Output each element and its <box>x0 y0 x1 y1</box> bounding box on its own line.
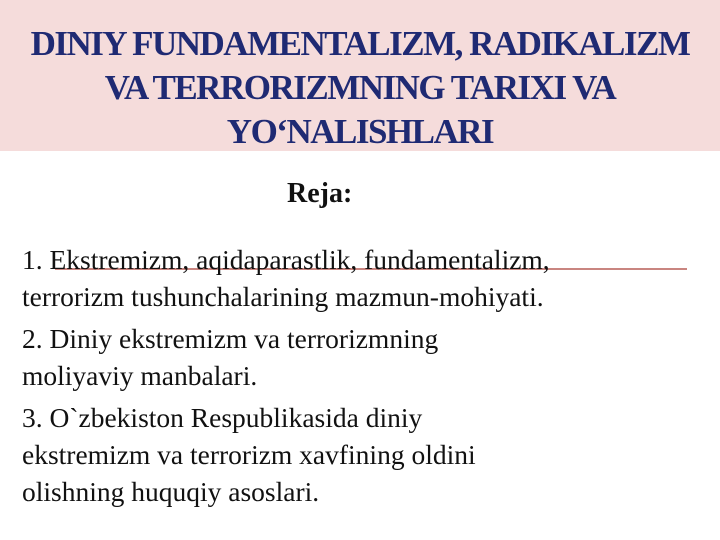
plan-item-2-line-2: moliyaviy manbalari. <box>22 360 258 391</box>
slide-title-line-3: YO‘NALISHLARI <box>226 112 494 151</box>
plan-item-1-line-2: terrorizm tushunchalarining mazmun-mohiyati. <box>22 281 544 312</box>
plan-item-3-line-1: 3. O`zbekiston Respublikasida diniy <box>22 402 423 433</box>
plan-item-3 <box>22 399 712 510</box>
slide-title-line-2: VA TERRORIZMNING TARIXI VA <box>104 68 616 107</box>
plan-item-2 <box>22 320 712 394</box>
plan-item-3-line-3: olishning huquqiy asoslari. <box>22 476 320 507</box>
plan-list <box>22 241 712 515</box>
plan-heading: Reja: <box>287 178 353 209</box>
plan-item-3-line-2: ekstremizm va terrorizm xavfining oldini <box>22 439 476 470</box>
plan-item-2-line-1: 2. Diniy ekstremizm va terrorizmning <box>22 323 439 354</box>
slide-title <box>0 22 720 154</box>
plan-item-1 <box>22 241 712 315</box>
plan-item-1-line-1: 1. Ekstremizm, aqidaparastlik, fundamentalizm, <box>22 244 550 275</box>
slide-title-line-1: DINIY FUNDAMENTALIZM, RADIKALIZM <box>30 24 690 63</box>
